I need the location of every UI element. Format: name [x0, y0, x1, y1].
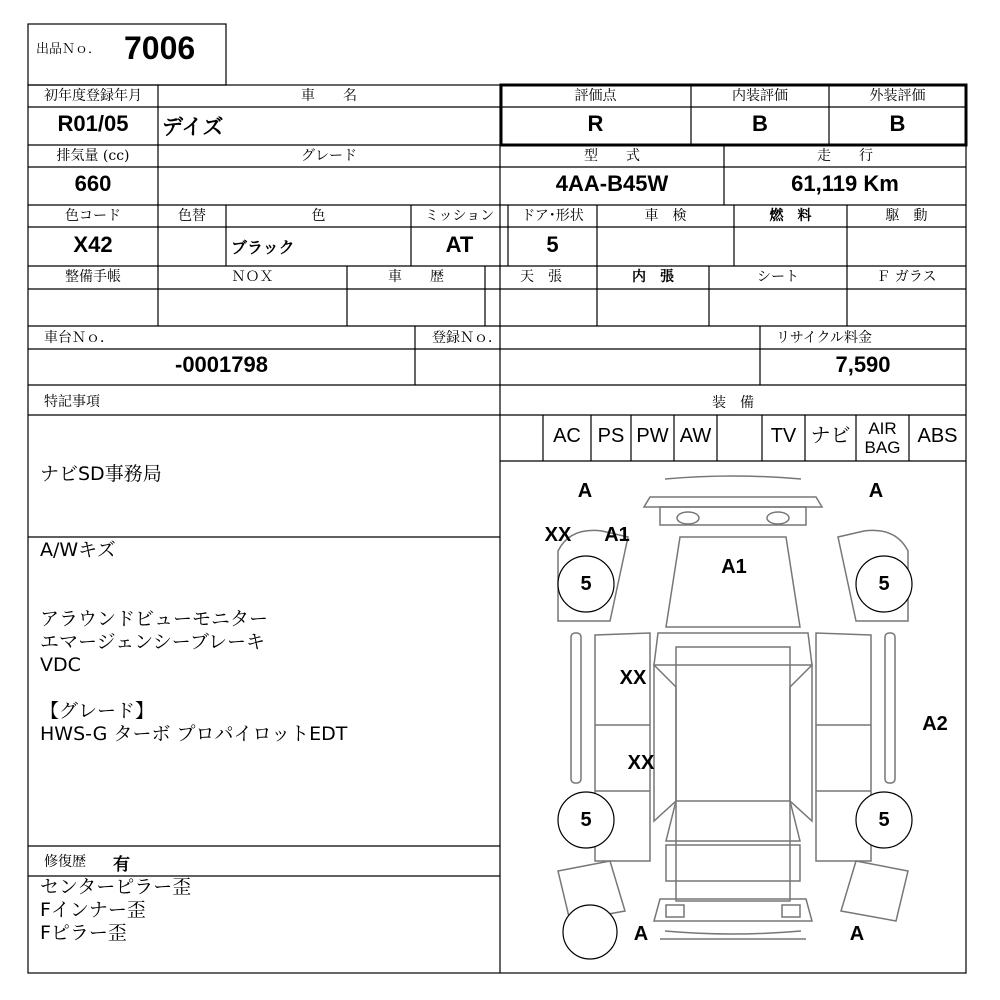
header-interior-grade: 内装評価: [732, 88, 788, 104]
note-line: [40, 562, 347, 585]
header-history: 車 歴: [388, 269, 444, 285]
header-equipment: 装 備: [712, 395, 754, 411]
model-code: 4AA-B45W: [555, 171, 669, 196]
mission: AT: [445, 232, 474, 257]
damage-left-front-fender: XX: [544, 524, 572, 546]
header-registration-number: 登録Ｎｏ．: [432, 330, 502, 346]
note-line: VDC: [40, 654, 81, 676]
displacement: 660: [74, 171, 112, 196]
header-exterior-grade: 外装評価: [869, 88, 926, 104]
equipment-navi: ナビ: [810, 425, 851, 447]
header-recycle-fee: リサイクル料金: [776, 330, 873, 346]
damage-right-rear-door: A2: [922, 713, 948, 735]
first-registration: R01/05: [57, 111, 129, 136]
equipment-ac: AC: [553, 425, 581, 447]
recycle-fee: 7,590: [835, 352, 891, 377]
damage-rear-left: A: [633, 923, 649, 945]
notes-list: [40, 539, 347, 746]
note-line: A/Wキズ: [40, 539, 116, 561]
damage-left-front-door: XX: [619, 667, 647, 689]
equipment-tv: TV: [770, 425, 797, 447]
damage-left-a-pillar: A1: [604, 524, 630, 546]
damage-left-rear-door: XX: [627, 752, 655, 774]
color-code: X42: [73, 232, 113, 257]
header-grade: グレード: [301, 148, 357, 164]
equipment-airbag: AIR BAG: [864, 419, 901, 457]
lot-label: 出品Ｎｏ．: [36, 42, 102, 57]
lot-number: 7006: [124, 30, 196, 66]
header-nox: ＮＯＸ: [231, 269, 274, 285]
equipment-pw: PW: [636, 425, 669, 447]
header-car-name: 車 名: [301, 88, 357, 104]
header-color-code: 色コード: [65, 208, 121, 224]
damage-front-right: A: [868, 480, 884, 502]
header-door: ドア･形状: [521, 208, 584, 224]
door-count: 5: [546, 232, 559, 257]
tire-rear-right-depth: 5: [878, 809, 890, 831]
equipment-ps: PS: [597, 425, 625, 447]
header-ceiling: 天 張: [520, 269, 562, 285]
repair-list: [40, 876, 191, 945]
damage-front-left: A: [577, 480, 593, 502]
note-line: [40, 677, 347, 700]
color: ブラック: [231, 238, 295, 257]
repair-line: Fインナー歪: [40, 899, 146, 921]
header-repaint: 色替: [178, 208, 206, 224]
header-front-glass: Ｆ ガラス: [876, 269, 937, 285]
header-fuel: 燃 料: [769, 208, 812, 224]
header-chassis-number: 車台Ｎｏ．: [44, 330, 114, 346]
header-interior-cover: 内 張: [632, 269, 674, 285]
note-line: 【グレード】: [40, 700, 155, 722]
header-first-registration: 初年度登録年月: [44, 88, 142, 104]
header-mission: ミッション: [424, 208, 495, 224]
note-line: [40, 585, 347, 608]
header-seat: シート: [757, 269, 799, 285]
repair-line: Fピラー歪: [40, 922, 127, 944]
note-line: HWS-G ターボ プロパイロットEDT: [40, 723, 348, 745]
spare-tire: [563, 905, 617, 959]
tire-front-left-depth: 5: [580, 573, 592, 595]
car-name: デイズ: [162, 116, 224, 139]
header-model: 型 式: [584, 148, 640, 164]
chassis-number: -0001798: [175, 352, 268, 377]
tire-front-right-depth: 5: [878, 573, 890, 595]
note-line: アラウンドビューモニター: [40, 608, 269, 630]
header-color: 色: [311, 208, 326, 224]
exterior-grade: B: [889, 111, 906, 136]
header-maintenance-record: 整備手帳: [65, 269, 121, 285]
header-mileage: 走 行: [817, 148, 873, 164]
header-special-notes: 特記事項: [44, 394, 100, 410]
header-inspection: 車 検: [644, 208, 687, 224]
header-score: 評価点: [574, 88, 617, 104]
tire-rear-left-depth: 5: [580, 809, 592, 831]
equipment-aw: AW: [679, 425, 712, 447]
special-note: ナビSD事務局: [40, 463, 162, 485]
mileage: 61,119 Km: [791, 171, 899, 196]
repair-line: センターピラー歪: [40, 876, 192, 898]
equipment-abs: ABS: [917, 425, 958, 447]
damage-windshield: A1: [721, 556, 747, 578]
repair-history-flag: 有: [113, 855, 130, 875]
note-line: エマージェンシーブレーキ: [40, 631, 266, 653]
score: R: [587, 111, 604, 136]
header-drive: 駆 動: [885, 208, 928, 224]
interior-grade: B: [752, 111, 768, 136]
damage-rear-right: A: [849, 923, 865, 945]
header-repair-history: 修復歴: [44, 854, 86, 870]
header-displacement: 排気量 (cc): [56, 148, 130, 164]
